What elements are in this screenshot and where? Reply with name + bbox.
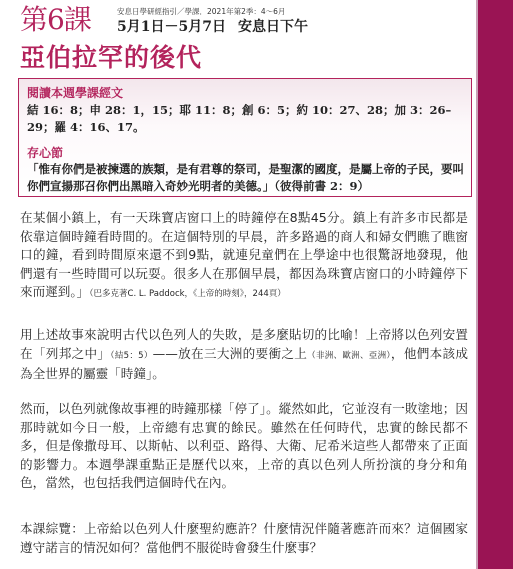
lesson-number: 第6課 (20, 3, 91, 36)
application-ref-1: （結5：5） (110, 350, 153, 361)
paragraph-application (20, 326, 468, 384)
paragraph-story (20, 209, 468, 304)
application-text-a: 用上述故事來說明古代以色列人的失敗，是多麼貼切的比喻！上帝將以色列安置在「列邦之中」 (20, 327, 468, 361)
paragraph-remnant: 然而，以色列就像故事裡的時鐘那樣「停了」。縱然如此，它並沒有一敗塗地；因那時就如今日一般，上帝總有忠實的餘民。雖然在任何時代，忠實的餘民都不多，但是像撒母耳、以斯帖、以利亞、路得、大衛、尼希米這些人都帶來了正面的影響力。本週學課重點正是歷代以來，上帝的真以色列人所扮演的身分和角色，當然，也包括我們這個時代在內。 (20, 401, 468, 490)
reading-verses: 結 16：8；申 28：1，15；耶 11：8；創 6：5；約 10：27、28；加 3：26–29；羅 4：16、17。 (27, 103, 452, 134)
memory-heading: 存心節 (27, 146, 64, 160)
memory-verse: 「惟有你們是被揀選的族類，是有君尊的祭司，是聖潔的國度，是屬上帝的子民，要叫你們宣揚那召你們出黑暗入奇妙光明者的美德。」（彼得前書 2：9） (27, 162, 464, 193)
side-color-band (478, 0, 513, 569)
application-text-b: ——放在三大洲的要衝之上 (152, 345, 308, 361)
study-box (18, 78, 472, 197)
paragraph-overview: 本課綜覽：上帝給以色列人什麼聖約應許？什麼情況伴隨著應許而來？這個國家遵守諾言的情況如何？當他們不服從時會發生什麼事？ (20, 521, 468, 555)
lesson-title: 亞伯拉罕的後代 (20, 43, 203, 72)
story-text: 在某個小鎮上，有一天珠寶店窗口上的時鐘停在8點45分。鎮上有許多市民都是依靠這個時鐘看時間的。在這個特別的早晨，許多路過的商人和婦女們瞧了瞧窗口的鐘，看到時間原來還不到9點，就連兒童們在上學途中也很驚訝地發現，他們還有一些時間可以玩耍。很多人在那個早晨，都因為珠寶店窗口的小時鐘停下來而遲到。」 (20, 210, 468, 299)
story-citation: （巴多克著C. L. Paddock，《上帝的時刻》，244頁） (89, 289, 286, 299)
application-ref-2: （非洲、歐洲、亞洲） (307, 350, 391, 361)
reading-heading: 閱讀本週學課經文 (27, 86, 124, 100)
lesson-day: 安息日下午 (237, 19, 308, 35)
lesson-date-line (117, 16, 308, 36)
application-text-c: ，他們本該成為全世界的屬靈「時鐘」。 (20, 345, 468, 381)
lesson-date: 5月1日－5月7日 (117, 19, 226, 35)
quarterly-info: 安息日學研經指引／學課．2021年第2季：4～6月 (117, 7, 286, 16)
